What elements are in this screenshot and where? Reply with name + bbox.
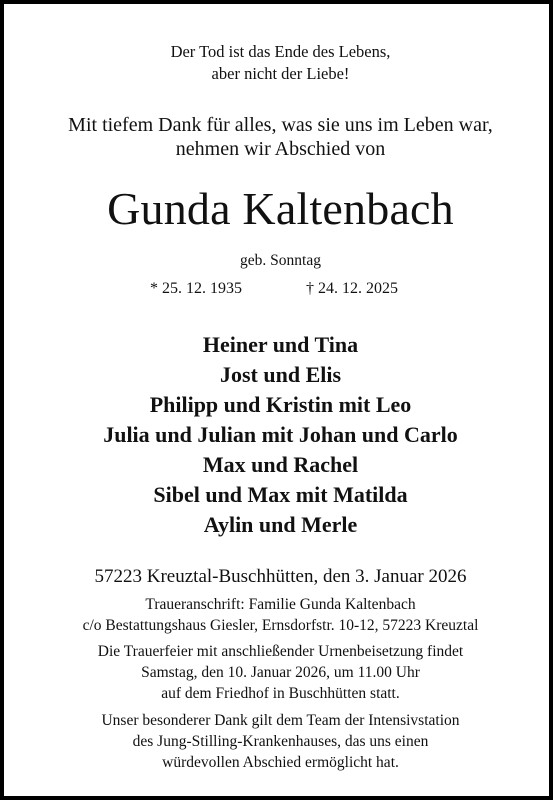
birth-name: geb. Sonntag [240, 252, 321, 269]
ceremony-line-3: auf dem Friedhof in Buschhütten statt. [161, 685, 400, 702]
family-line: Jost und Elis [219, 362, 342, 387]
motto-line-2: aber nicht der Liebe! [211, 64, 350, 83]
family-line: Aylin und Merle [203, 512, 358, 537]
motto-line-1: Der Tod ist das Ende des Lebens, [170, 42, 391, 61]
place-date: 57223 Kreuztal-Buschhütten, den 3. Januar 2026 [94, 566, 467, 587]
family-line: Max und Rachel [202, 452, 359, 477]
deceased-name: Gunda Kaltenbach [107, 183, 454, 234]
thanks-line-2: des Jung-Stilling-Krankenhauses, das uns einen [132, 733, 429, 750]
family-line: Heiner und Tina [202, 332, 359, 357]
intro-line-1: Mit tiefem Dank für alles, was sie uns im Leben war, [68, 114, 493, 136]
thanks-line-3: würdevollen Abschied ermöglicht hat. [162, 754, 399, 771]
death-date: † 24. 12. 2025 [306, 280, 398, 297]
intro-line-2: nehmen wir Abschied von [175, 138, 386, 160]
ceremony-line-2: Samstag, den 10. Januar 2026, um 11.00 Uhr [141, 664, 420, 681]
thanks-line-1: Unser besonderer Dank gilt dem Team der Intensivstation [101, 712, 460, 729]
family-line: Philipp und Kristin mit Leo [149, 392, 412, 417]
address-line-2: c/o Bestattungshaus Giesler, Ernsdorfstr. 10-12, 57223 Kreuztal [82, 617, 479, 634]
address-line-1: Traueranschrift: Familie Gunda Kaltenbach [145, 596, 416, 613]
birth-date: * 25. 12. 1935 [150, 280, 242, 297]
family-line: Julia und Julian mit Johan und Carlo [103, 422, 458, 447]
family-line: Sibel und Max mit Matilda [153, 482, 408, 507]
ceremony-line-1: Die Trauerfeier mit anschließender Urnenbeisetzung findet [97, 643, 464, 660]
